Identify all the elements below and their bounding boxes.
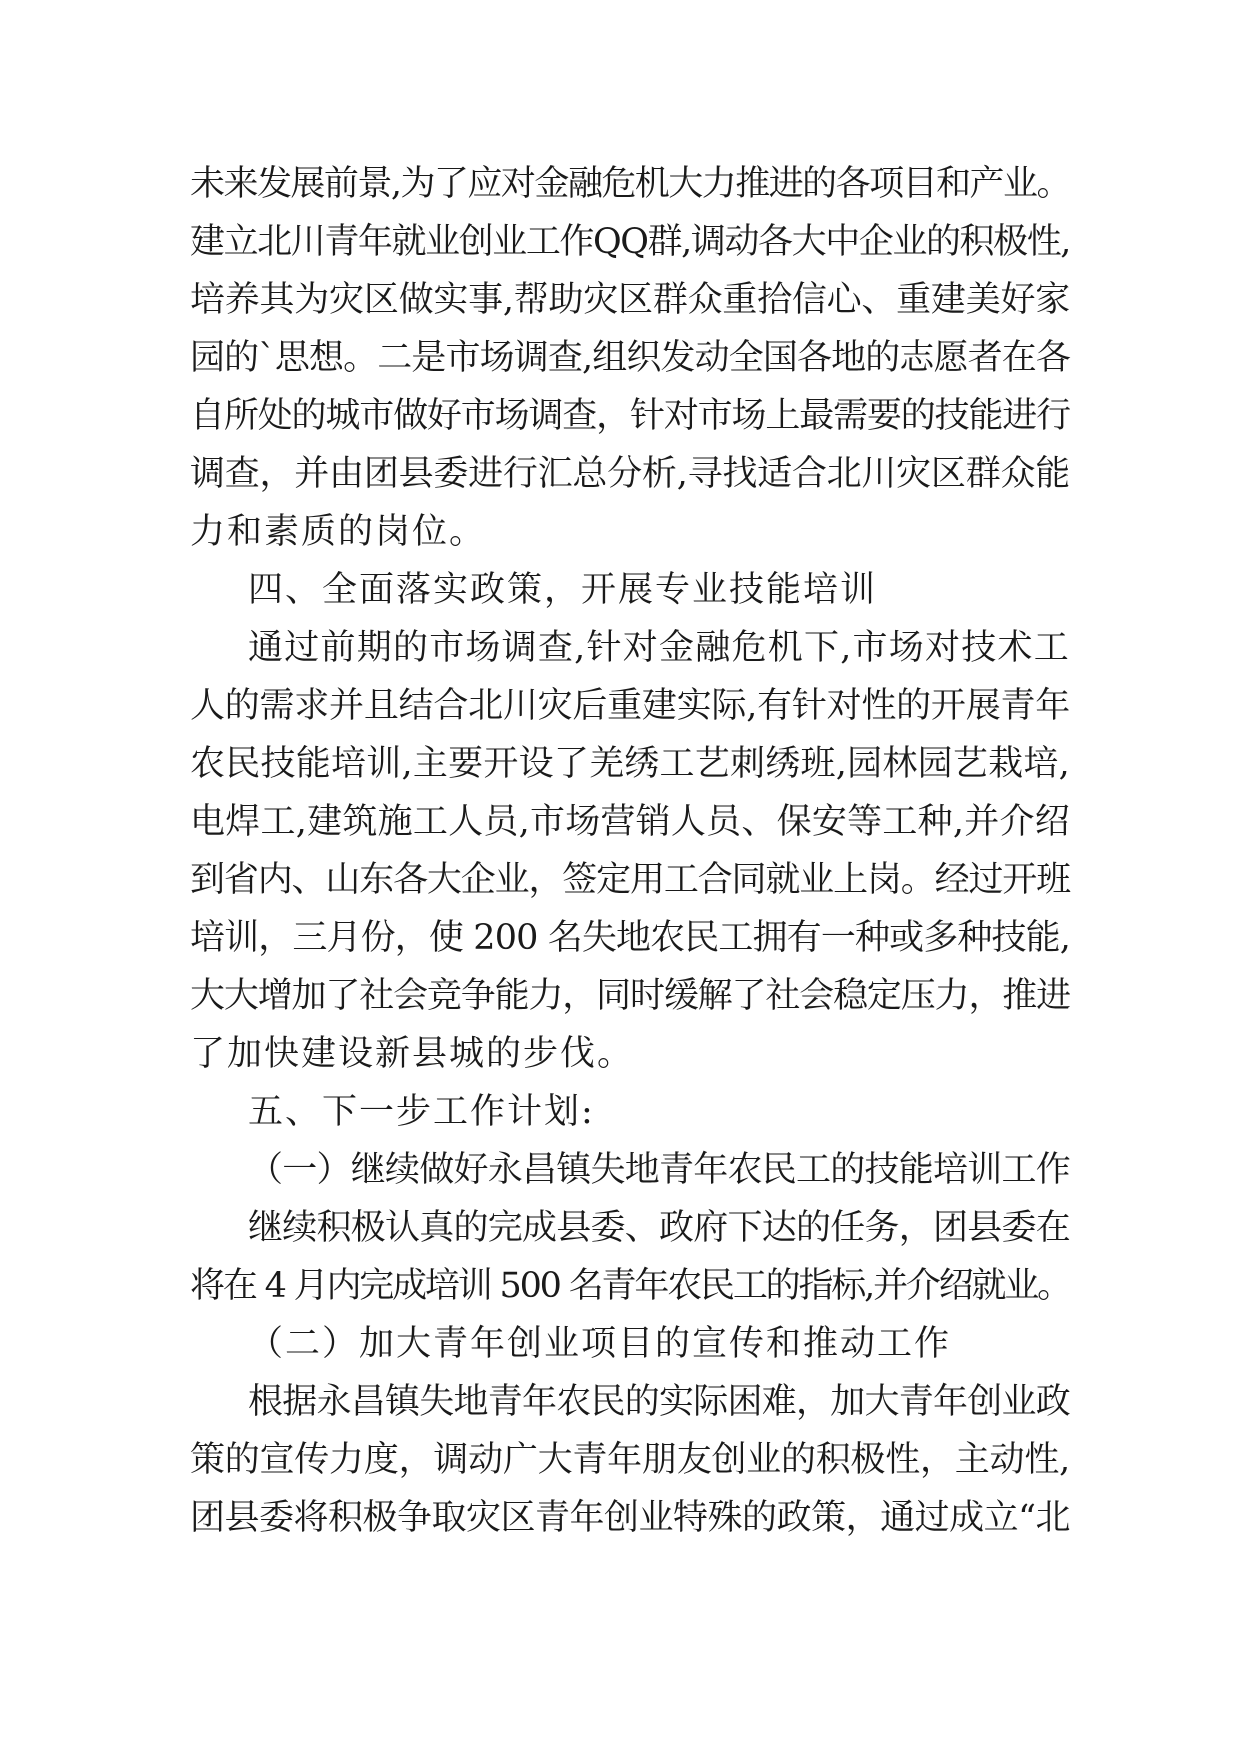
text-line: （一）继续做好永昌镇失地青年农民工的技能培训工作 — [248, 1150, 1070, 1190]
text-line: 电焊工,建筑施工人员,市场营销人员、保安等工种,并介绍 — [190, 802, 1070, 842]
document-body — [190, 155, 1070, 1547]
text-line: 四、全面落实政策，开展专业技能培训 — [248, 570, 878, 610]
text-line: 培训，三月份，使 200 名失地农民工拥有一种或多种技能, — [190, 918, 1070, 958]
text-line: （二）加大青年创业项目的宣传和推动工作 — [248, 1324, 952, 1364]
text-line: 力和素质的岗位。 — [190, 512, 487, 552]
text-line: 根据永昌镇失地青年农民的实际困难，加大青年创业政 — [248, 1382, 1070, 1422]
text-line: 园的`思想。二是市场调查,组织发动全国各地的志愿者在各 — [190, 338, 1070, 378]
text-line: 农民技能培训,主要开设了羌绣工艺刺绣班,园林园艺栽培, — [190, 744, 1070, 784]
text-line: 培养其为灾区做实事,帮助灾区群众重拾信心、重建美好家 — [190, 280, 1070, 320]
text-line: 未来发展前景,为了应对金融危机大力推进的各项目和产业。 — [190, 164, 1070, 204]
text-line: 自所处的城市做好市场调查，针对市场上最需要的技能进行 — [190, 396, 1070, 436]
text-line: 策的宣传力度，调动广大青年朋友创业的积极性，主动性, — [190, 1440, 1070, 1480]
text-line: 五、下一步工作计划: — [248, 1092, 595, 1132]
text-line: 团县委将积极争取灾区青年创业特殊的政策，通过成立“北 — [190, 1498, 1070, 1538]
text-line: 大大增加了社会竞争能力，同时缓解了社会稳定压力，推进 — [190, 976, 1070, 1016]
text-line: 建立北川青年就业创业工作QQ群,调动各大中企业的积极性, — [190, 222, 1070, 262]
text-line: 到省内、山东各大企业，签定用工合同就业上岗。经过开班 — [190, 860, 1070, 900]
text-line: 了加快建设新县城的步伐。 — [190, 1034, 635, 1074]
text-line: 调查，并由团县委进行汇总分析,寻找适合北川灾区群众能 — [190, 454, 1070, 494]
text-line: 继续积极认真的完成县委、政府下达的任务，团县委在 — [248, 1208, 1070, 1248]
text-line: 通过前期的市场调查,针对金融危机下,市场对技术工 — [248, 628, 1070, 668]
text-line: 人的需求并且结合北川灾后重建实际,有针对性的开展青年 — [190, 686, 1070, 726]
text-line: 将在 4 月内完成培训 500 名青年农民工的指标,并介绍就业。 — [190, 1266, 1070, 1306]
